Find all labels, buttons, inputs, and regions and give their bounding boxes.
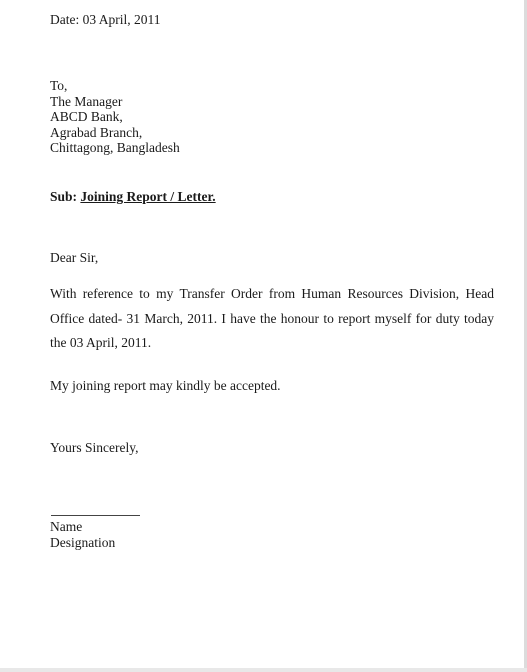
body-paragraph: With reference to my Transfer Order from Human Resources Division, Head Office dated- 31 March, 2011. I have the honour to report myself for duty today the 03 April, 2011. [50,286,494,350]
acceptance-paragraph: My joining report may kindly be accepted. [50,378,281,393]
address-line: To, [50,78,68,93]
recipient-address [50,78,180,156]
subject-text: Joining Report / Letter. [80,189,216,204]
signature-line [51,515,140,516]
address-line: Chittagong, Bangladesh [50,140,180,155]
address-line: ABCD Bank, [50,109,123,124]
salutation: Dear Sir, [50,250,99,265]
closing-line: Yours Sincerely, [50,440,139,455]
signature-designation: Designation [50,534,116,550]
subject-prefix: Sub: [50,189,81,204]
page-edge-bottom [0,668,527,672]
address-line: Agrabad Branch, [50,124,143,140]
signature-block [50,519,115,550]
address-line: The Manager [50,93,123,109]
subject-line [50,189,216,205]
letter-date: Date: 03 April, 2011 [50,12,161,27]
signature-name: Name [50,519,83,534]
